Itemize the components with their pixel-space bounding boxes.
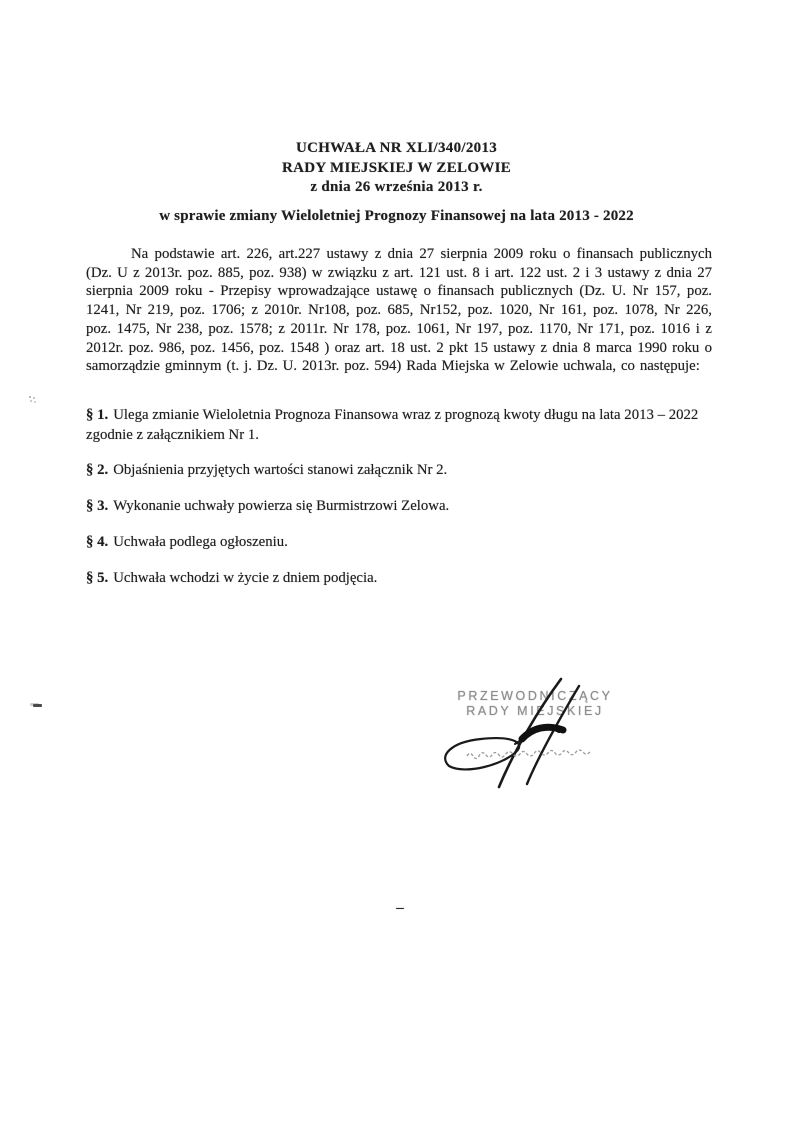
section-text: Wykonanie uchwały powierza się Burmistrzowi Zelowa. — [113, 498, 450, 514]
signatory-title-line1: PRZEWODNICZĄCY — [457, 689, 613, 703]
section-marker: § 3. — [86, 498, 109, 514]
signature-stroke — [527, 686, 579, 784]
faint-printed-name — [467, 750, 590, 759]
section-marker: § 1. — [86, 407, 109, 423]
subject-line: w sprawie zmiany Wieloletniej Prognozy Finansowej na lata 2013 - 2022 — [159, 208, 634, 224]
handwritten-signature-icon — [435, 665, 625, 790]
document-header — [0, 139, 793, 198]
resolution-date: z dnia 26 września 2013 r. — [310, 179, 483, 195]
signatory-title-line2: RADY MIEJSKIEJ — [466, 703, 604, 718]
section-text: Ulega zmianie Wieloletnia Prognoza Finansowa wraz z prognozą kwoty długu na lata 2013 – 2022 zgodnie z załącznikiem Nr 1. — [86, 407, 699, 443]
section-paragraph-4 — [86, 533, 712, 553]
page-number-mark: – — [396, 900, 404, 916]
section-marker: § 5. — [86, 570, 109, 586]
section-marker: § 4. — [86, 534, 109, 550]
section-paragraph-5 — [86, 569, 712, 589]
section-marker: § 2. — [86, 462, 109, 478]
resolution-number: UCHWAŁA NR XLI/340/2013 — [295, 140, 498, 156]
scan-speck-artifact — [29, 396, 31, 398]
preamble-paragraph: Na podstawie art. 226, art.227 ustawy z dnia 27 sierpnia 2009 roku o finansach publicznych (Dz. U z 2013r. poz. 885, poz. 938) w związku z art. 121 ust. 8 i art. 122 ust. 2 i 3 ustawy z dnia 27 sierpnia 2009 roku - Przepisy wprowadzające ustawę o finansach publicznych (Dz. U. Nr 157, poz. 1241, Nr 219, poz. 1706; z 2010r. Nr108, poz. 685, Nr152, poz. 1020, Nr 161, poz. 1078, Nr 226, poz. 1475, Nr 238, poz. 1578; z 2011r. Nr 178, poz. 1061, Nr 197, poz. 1170, Nr 171, poz. 1016 i z 2012r. poz. 986, poz. 1456, poz. 1548 ) oraz art. 18 ust. 2 pkt 15 ustawy z dnia 8 marca 1990 roku o samorządzie gminnym (t. j. Dz. U. 2013r. poz. 594) Rada Miejska w Zelowie uchwala, co następuje: — [86, 246, 712, 375]
scan-dash-artifact — [33, 704, 42, 707]
section-paragraph-3 — [86, 497, 712, 517]
section-text: Uchwała wchodzi w życie z dniem podjęcia. — [113, 570, 378, 586]
section-paragraph-2 — [86, 461, 712, 481]
section-text: Uchwała podlega ogłoszeniu. — [113, 534, 288, 550]
section-text: Objaśnienia przyjętych wartości stanowi załącznik Nr 2. — [113, 462, 448, 478]
issuing-body: RADY MIEJSKIEJ W ZELOWIE — [281, 159, 512, 176]
section-paragraph-1 — [86, 406, 712, 445]
